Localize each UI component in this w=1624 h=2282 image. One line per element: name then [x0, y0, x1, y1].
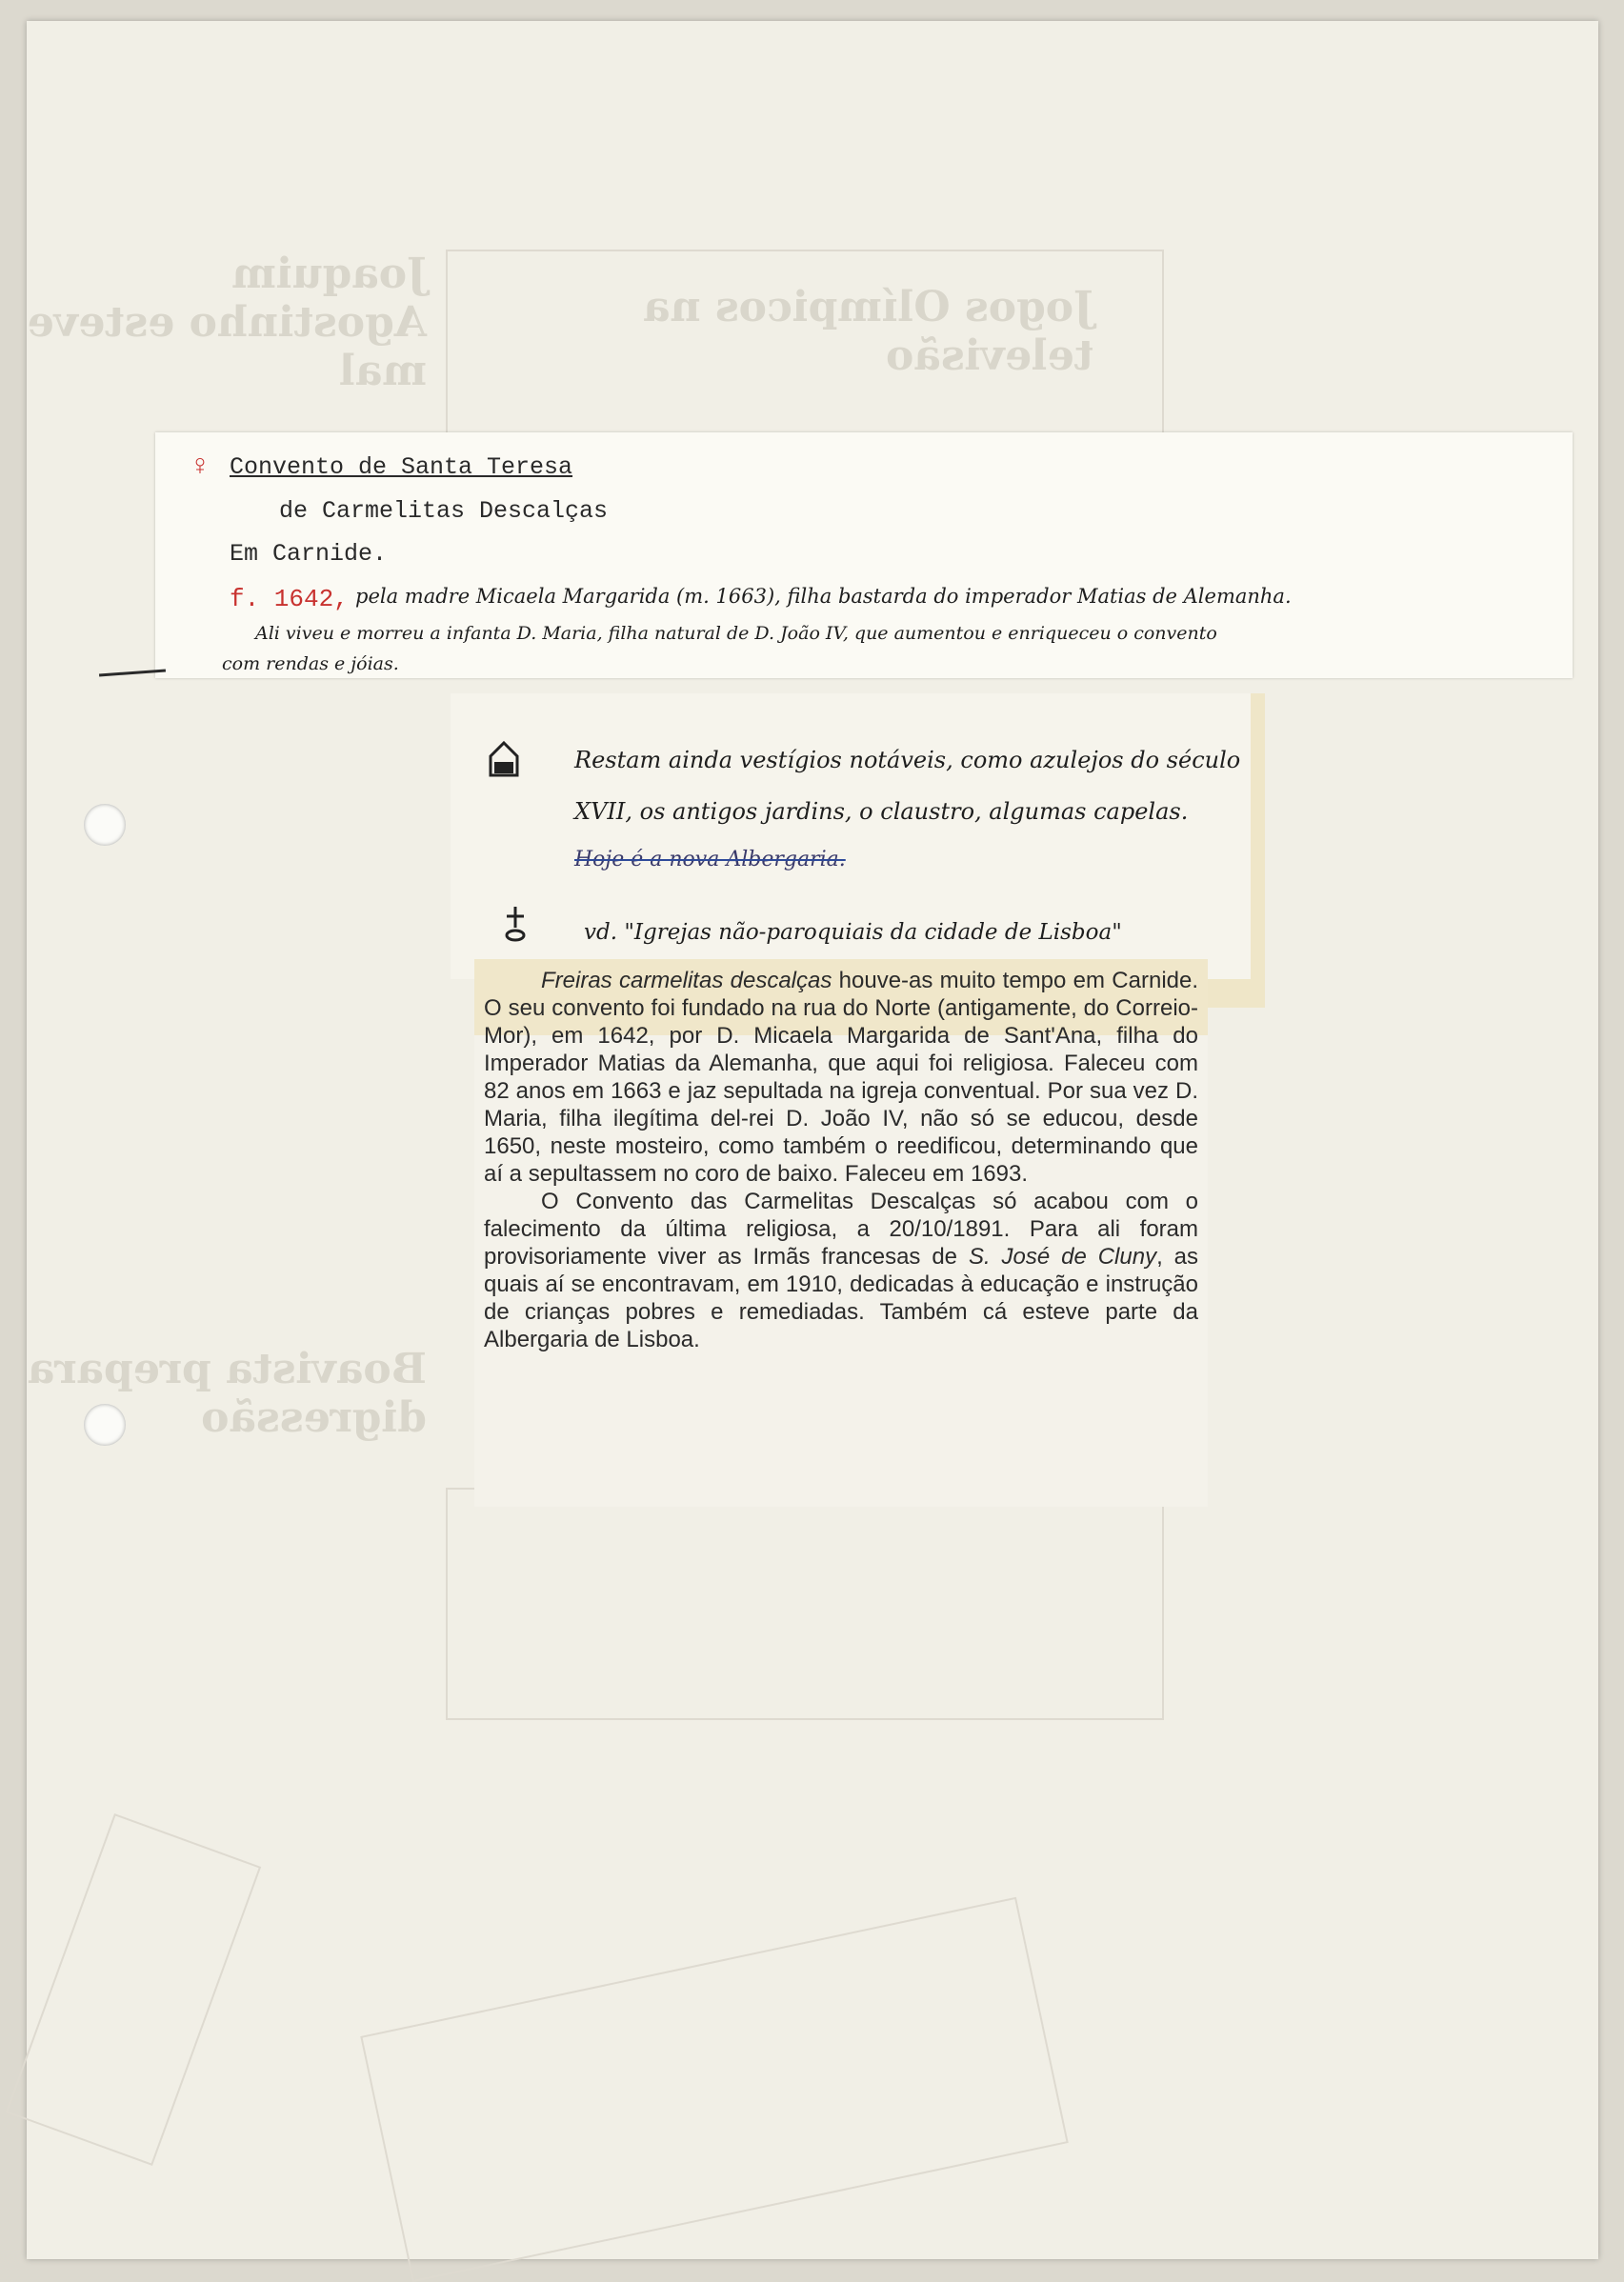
founded-label: f. 1642,: [230, 585, 349, 613]
notes-line: XVII, os antigos jardins, o claustro, algumas capelas.: [574, 798, 1189, 825]
clipping-paragraph: [484, 967, 1198, 1188]
clipping-paragraph: [484, 1188, 1198, 1353]
handwritten-note: pela madre Micaela Margarida (m. 1663), filha bastarda do imperador Matias de Alemanha.: [355, 585, 1292, 608]
paragraph-text: houve-as muito tempo em Carnide. O seu convento foi fundado na rua do Norte (antigamente, do Correio-Mor), em 1642, por D. Micaela Margarida de Sant'Ana, filha do Imperador Matias da Alemanha, que aqui foi religiosa. Faleceu com 82 anos em 1663 e jaz sepultada na igreja conventual. Por sua vez D. Maria, filha ilegítima del-rei D. João IV, não só se educou, desde 1650, neste mosteiro, como também o reedificou, determinando que aí a sepultassem no coro de baixo. Faleceu em 1693.: [484, 968, 1199, 1187]
ghost-headline: Jogos Olímpicos na televisão: [643, 283, 1093, 380]
cross-icon: [503, 905, 528, 943]
notes-line: Restam ainda vestígios notáveis, como azulejos do século: [574, 747, 1241, 773]
clipping-text: [484, 967, 1198, 1353]
paragraph-text: , as quais aí se encontravam, em 1910, dedicadas à educação e instrução de crianças pobres e remediadas. Também cá esteve parte da Albergaria de Lisboa.: [484, 1244, 1198, 1352]
notes-area: [451, 693, 1251, 979]
typed-slip: [155, 432, 1573, 678]
slip-subtitle: de Carmelitas Descalças: [279, 497, 609, 525]
italic-lead: Freiras carmelitas descalças: [541, 968, 832, 993]
italic-name: S. José de Cluny: [968, 1244, 1157, 1270]
punch-hole: [84, 804, 126, 846]
reference-note: vd. "Igrejas não-paroquiais da cidade de Lisboa": [584, 920, 1122, 945]
paragraph-text: O Convento das Carmelitas Descalças só acabou com o falecimento da última religiosa, a 20/10/1891. Para ali foram provisoriamente viver as Irmãs francesas de: [484, 1189, 1198, 1270]
slip-title: Convento de Santa Teresa: [230, 453, 573, 481]
ghost-headline: Boavista prepara digressão: [27, 1345, 427, 1442]
ghost-box: [360, 1897, 1069, 2282]
struck-note: Hoje é a nova Albergaria.: [574, 848, 846, 871]
ghost-box: [6, 1813, 261, 2166]
slip-location: Em Carnide.: [230, 540, 388, 568]
female-symbol-icon: ♀: [191, 451, 210, 484]
newspaper-clipping: [474, 959, 1208, 1507]
handwritten-note: com rendas e jóias.: [222, 653, 399, 674]
house-icon: [489, 741, 519, 777]
ghost-box: [446, 1488, 1164, 1720]
handwritten-note: Ali viveu e morreu a infanta D. Maria, filha natural de D. João IV, que aumentou e enriqueceu o convento: [255, 623, 1217, 644]
archive-sheet: [27, 21, 1598, 2259]
ghost-headline: Joaquim Agostinho esteve mal: [27, 250, 427, 395]
punch-hole: [84, 1404, 126, 1446]
